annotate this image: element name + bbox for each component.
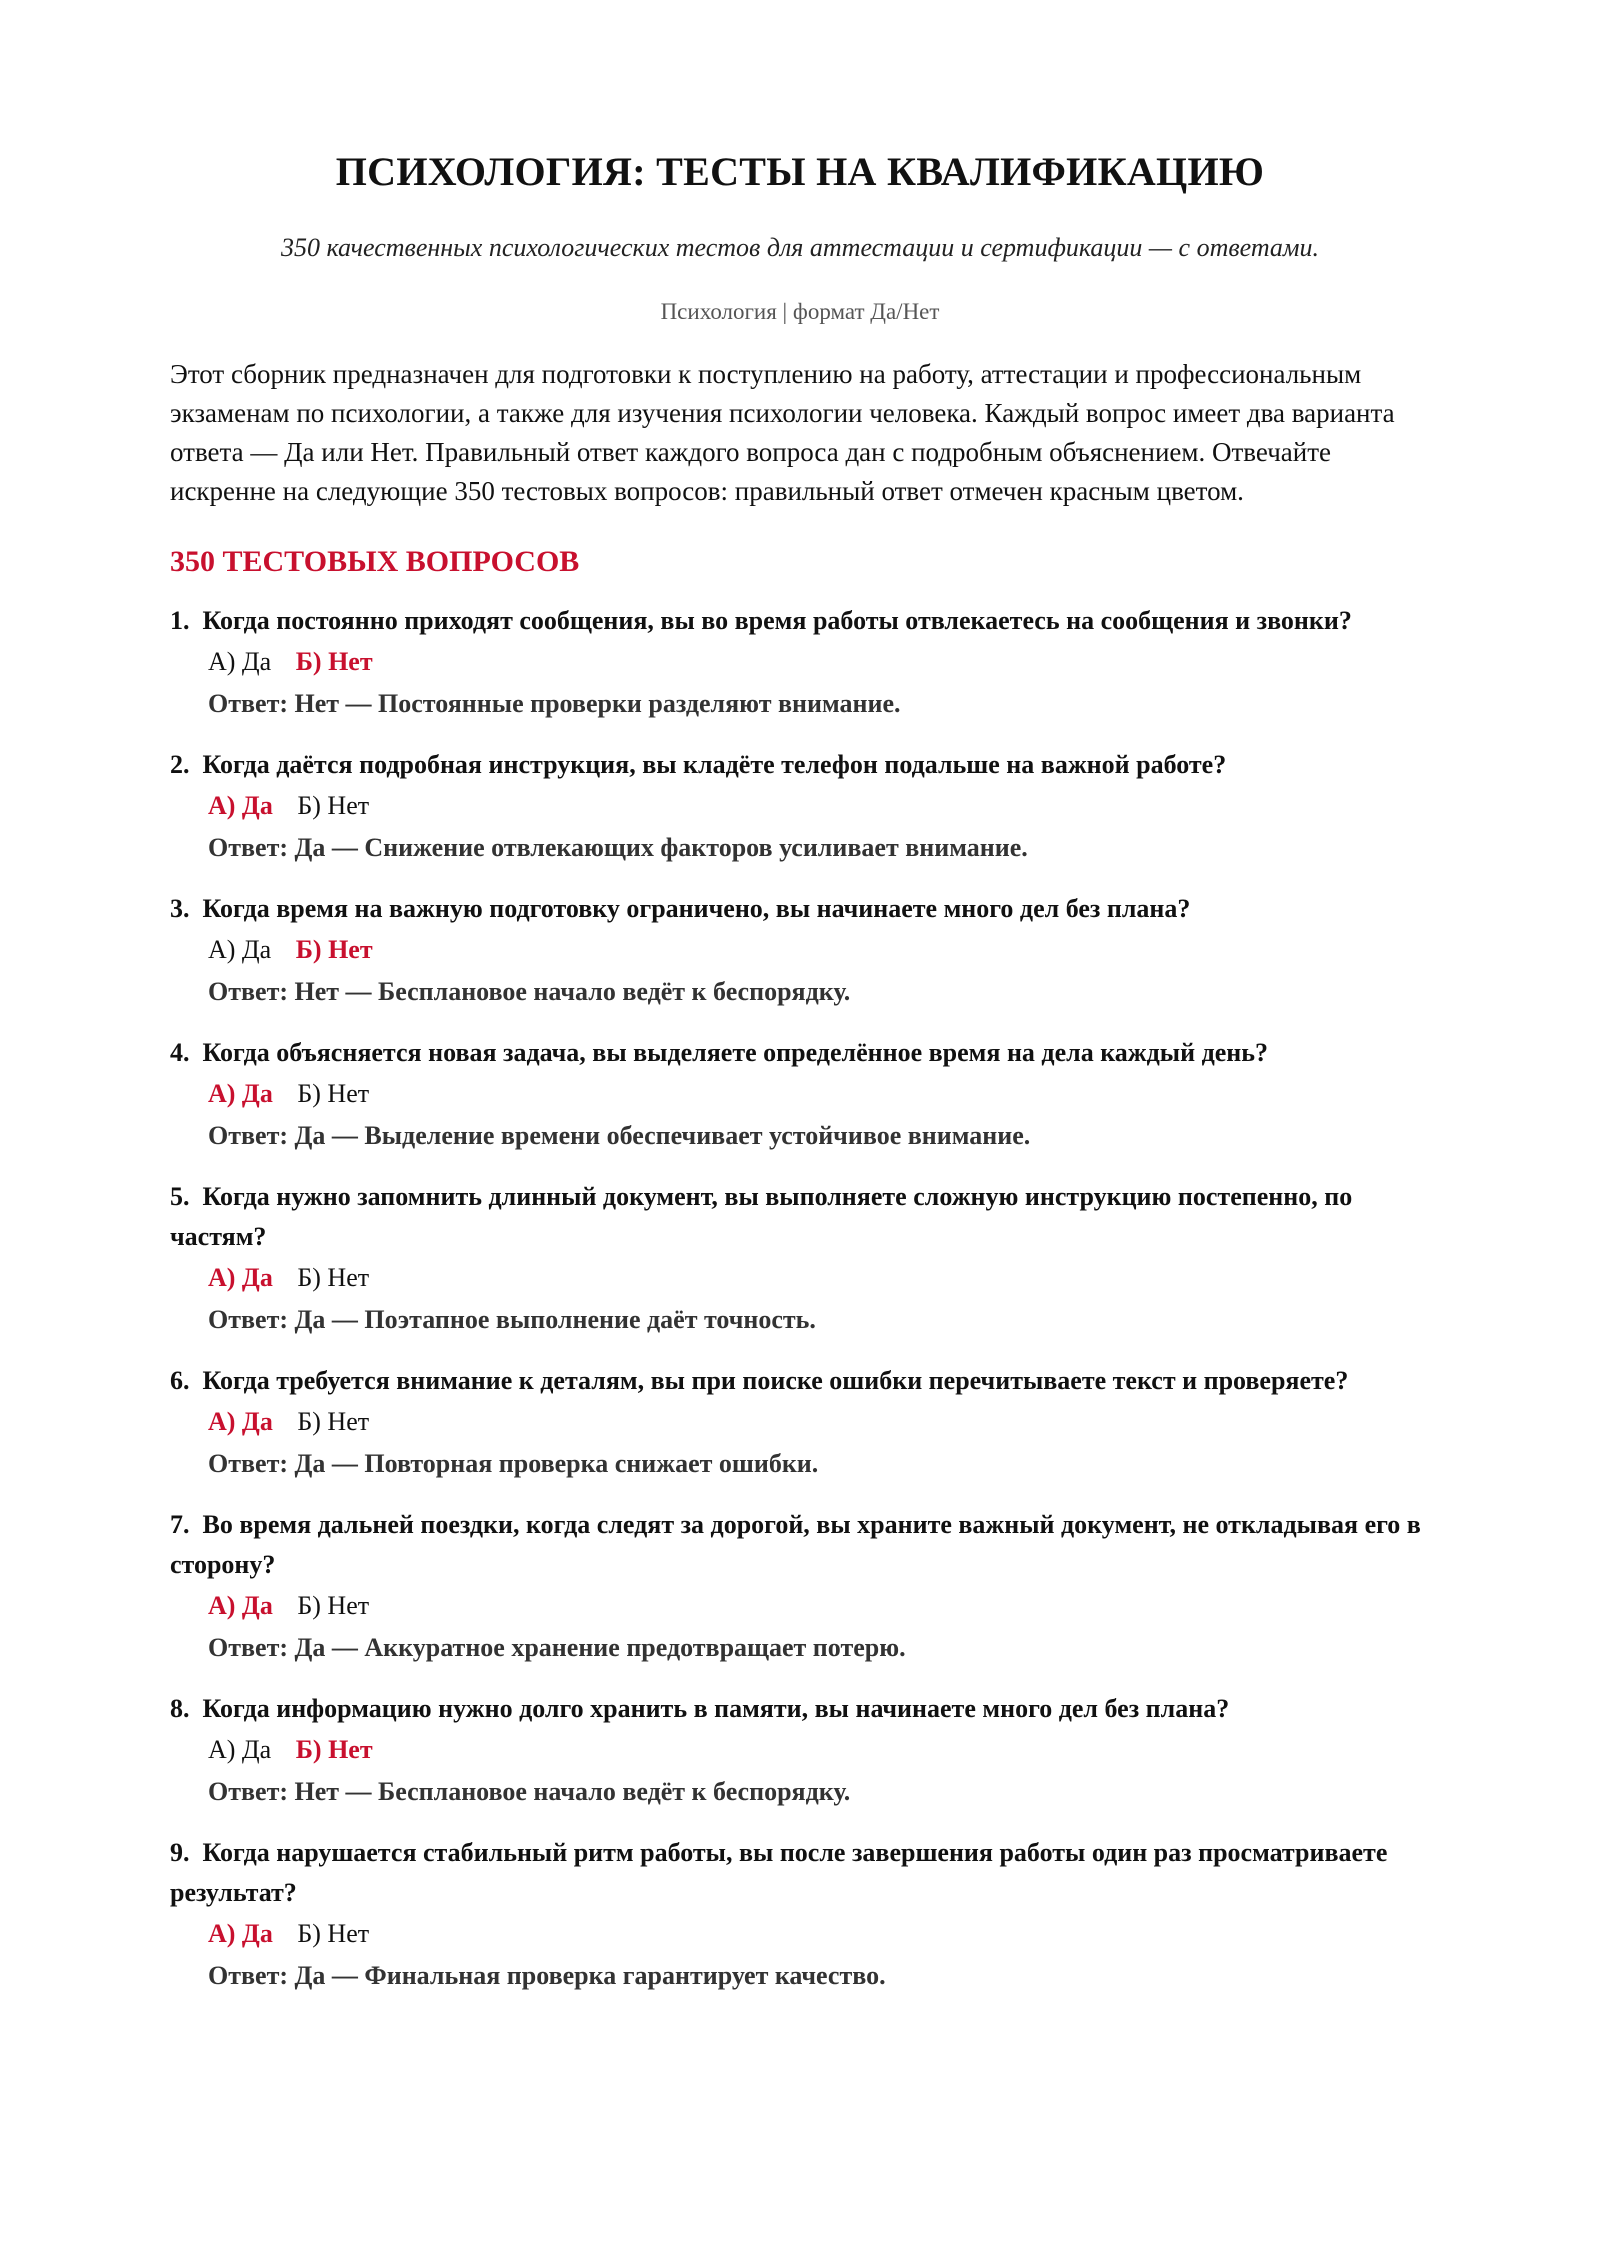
- question-text: [170, 745, 1430, 785]
- question-text: [170, 1361, 1430, 1401]
- question-number: 1.: [170, 606, 190, 635]
- question-item: [170, 889, 1430, 1013]
- question-options: [170, 1913, 1430, 1955]
- option-b-correct: Б) Нет: [295, 935, 373, 964]
- question-body: Когда объясняется новая задача, вы выделяете определённое время на дела каждый день?: [202, 1038, 1268, 1067]
- question-number: 9.: [170, 1838, 190, 1867]
- question-item: [170, 601, 1430, 725]
- answer-explanation: Ответ: Нет — Постоянные проверки разделяют внимание.: [208, 689, 901, 718]
- answer-explanation: Ответ: Нет — Бесплановое начало ведёт к беспорядку.: [208, 977, 851, 1006]
- question-options: [170, 1729, 1430, 1771]
- question-body: Когда нарушается стабильный ритм работы, вы после завершения работы один раз просматриваете результат?: [170, 1838, 1388, 1907]
- question-options: [170, 1257, 1430, 1299]
- question-body: Во время дальней поездки, когда следят за дорогой, вы храните важный документ, не откладывая его в сторону?: [170, 1510, 1421, 1579]
- option-a-correct: А) Да: [208, 1263, 273, 1292]
- question-item: [170, 745, 1430, 869]
- option-b: Б) Нет: [297, 791, 370, 820]
- option-a-correct: А) Да: [208, 1591, 273, 1620]
- page-meta: Психология | формат Да/Нет: [660, 299, 940, 324]
- option-a-correct: А) Да: [208, 791, 273, 820]
- question-body: Когда нужно запомнить длинный документ, вы выполняете сложную инструкцию постепенно, по частям?: [170, 1182, 1353, 1251]
- question-options: [170, 785, 1430, 827]
- question-options: [170, 1073, 1430, 1115]
- question-number: 7.: [170, 1510, 190, 1539]
- question-body: Когда время на важную подготовку ограничено, вы начинаете много дел без плана?: [202, 894, 1191, 923]
- answer-explanation: Ответ: Да — Поэтапное выполнение даёт точность.: [208, 1305, 816, 1334]
- question-body: Когда постоянно приходят сообщения, вы во время работы отвлекаетесь на сообщения и звонки?: [202, 606, 1352, 635]
- question-number: 8.: [170, 1694, 190, 1723]
- option-a: А) Да: [208, 1735, 272, 1764]
- answer-explanation: Ответ: Да — Выделение времени обеспечивает устойчивое внимание.: [208, 1121, 1031, 1150]
- question-options: [170, 929, 1430, 971]
- question-options: [170, 1401, 1430, 1443]
- question-text: [170, 1177, 1430, 1257]
- question-body: Когда информацию нужно долго хранить в памяти, вы начинаете много дел без плана?: [202, 1694, 1230, 1723]
- answer-explanation: Ответ: Да — Финальная проверка гарантирует качество.: [208, 1961, 886, 1990]
- answer-explanation: Ответ: Да — Повторная проверка снижает ошибки.: [208, 1449, 819, 1478]
- option-b: Б) Нет: [297, 1263, 370, 1292]
- option-a-correct: А) Да: [208, 1919, 273, 1948]
- question-number: 4.: [170, 1038, 190, 1067]
- question-number: 5.: [170, 1182, 190, 1211]
- question-item: [170, 1505, 1430, 1669]
- question-text: [170, 1689, 1430, 1729]
- option-b: Б) Нет: [297, 1919, 370, 1948]
- question-options: [170, 1585, 1430, 1627]
- question-text: [170, 889, 1430, 929]
- question-list: [170, 601, 1430, 1997]
- intro-paragraph: Этот сборник предназначен для подготовки к поступлению на работу, аттестации и профессиональным экзаменам по психологии, а также для изучения психологии человека. Каждый вопрос имеет два варианта ответа — Да или Нет. Правильный ответ каждого вопроса дан с подробным объяснением. Отвечайте искренне на следующие 350 тестовых вопросов: правильный ответ отмечен красным цветом.: [170, 359, 1395, 506]
- answer-explanation: Ответ: Да — Снижение отвлекающих факторов усиливает внимание.: [208, 833, 1028, 862]
- question-number: 2.: [170, 750, 190, 779]
- answer-explanation: Ответ: Да — Аккуратное хранение предотвращает потерю.: [208, 1633, 906, 1662]
- answer-explanation: Ответ: Нет — Бесплановое начало ведёт к беспорядку.: [208, 1777, 851, 1806]
- section-title: 350 ТЕСТОВЫХ ВОПРОСОВ: [170, 545, 580, 578]
- question-item: [170, 1361, 1430, 1485]
- option-a-correct: А) Да: [208, 1407, 273, 1436]
- question-text: [170, 1833, 1430, 1913]
- question-item: [170, 1033, 1430, 1157]
- option-b-correct: Б) Нет: [295, 647, 373, 676]
- question-options: [170, 641, 1430, 683]
- option-b: Б) Нет: [297, 1079, 370, 1108]
- option-b: Б) Нет: [297, 1591, 370, 1620]
- option-a: А) Да: [208, 935, 272, 964]
- question-number: 6.: [170, 1366, 190, 1395]
- option-b: Б) Нет: [297, 1407, 370, 1436]
- page-subtitle: 350 качественных психологических тестов для аттестации и сертификации — с ответами.: [280, 233, 1320, 262]
- question-text: [170, 1505, 1430, 1585]
- question-item: [170, 1177, 1430, 1341]
- question-text: [170, 601, 1430, 641]
- question-body: Когда даётся подробная инструкция, вы кладёте телефон подальше на важной работе?: [202, 750, 1227, 779]
- question-item: [170, 1833, 1430, 1997]
- question-item: [170, 1689, 1430, 1813]
- option-b-correct: Б) Нет: [295, 1735, 373, 1764]
- page-title: ПСИХОЛОГИЯ: ТЕСТЫ НА КВАЛИФИКАЦИЮ: [335, 149, 1265, 194]
- question-body: Когда требуется внимание к деталям, вы при поиске ошибки перечитываете текст и проверяете?: [202, 1366, 1349, 1395]
- option-a-correct: А) Да: [208, 1079, 273, 1108]
- question-text: [170, 1033, 1430, 1073]
- option-a: А) Да: [208, 647, 272, 676]
- question-number: 3.: [170, 894, 190, 923]
